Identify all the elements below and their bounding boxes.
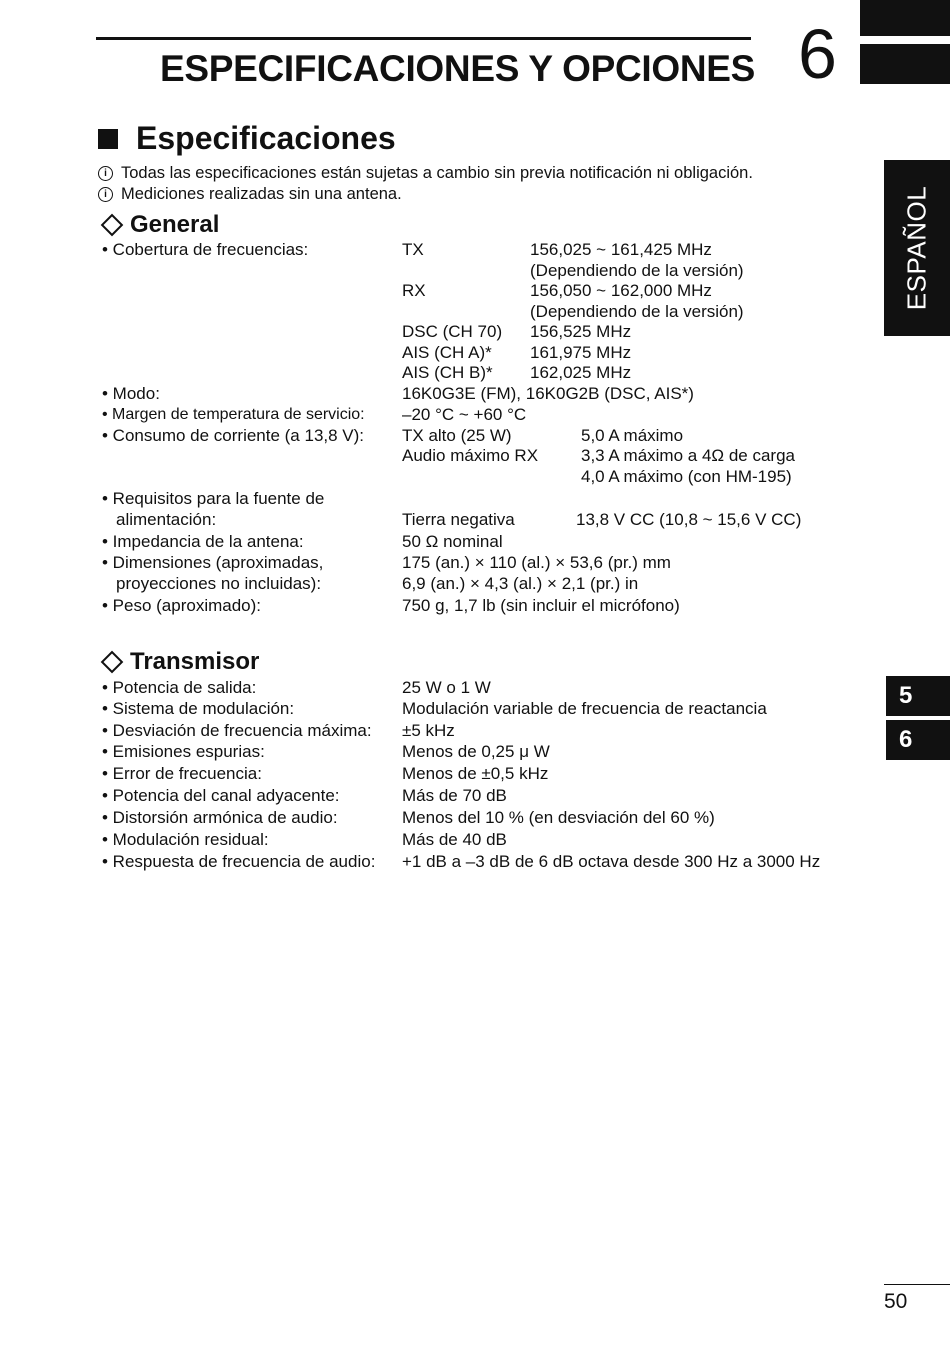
spec-value: Menos de 0,25 μ W (402, 742, 550, 761)
spec-value: –20 °C ~ +60 °C (402, 405, 527, 424)
spec-value: 3,3 A máximo a 4Ω de carga (581, 446, 795, 465)
section-title (98, 120, 396, 157)
spec-value: 6,9 (an.) × 4,3 (al.) × 2,1 (pr.) in (402, 574, 639, 593)
spec-label: • Dimensiones (aproximadas, (102, 553, 324, 572)
spec-label: • Requisitos para la fuente de (102, 489, 325, 508)
info-icon: i (98, 187, 113, 202)
spec-label: alimentación: (116, 510, 217, 529)
spec-label: • Margen de temperatura de servicio: (102, 406, 365, 423)
note-2 (98, 185, 402, 204)
footer-rule (884, 1284, 950, 1285)
chapter-tab-top (860, 0, 950, 36)
note-text: Mediciones realizadas sin una antena. (121, 185, 402, 203)
spec-value: Modulación variable de frecuencia de reactancia (402, 699, 767, 718)
section-tab-6: 6 (886, 720, 950, 760)
spec-label: • Consumo de corriente (a 13,8 V): (102, 426, 365, 445)
chapter-tab-mid (860, 44, 950, 84)
spec-condition: Tierra negativa (402, 510, 515, 529)
spec-label: • Cobertura de frecuencias: (102, 240, 309, 259)
spec-label: • Modulación residual: (102, 830, 269, 849)
spec-condition: Audio máximo RX (402, 446, 539, 465)
square-bullet-icon (98, 129, 118, 149)
spec-label: • Potencia de salida: (102, 678, 257, 697)
spec-value: Menos de ±0,5 kHz (402, 764, 549, 783)
spec-value: Más de 70 dB (402, 786, 507, 805)
transmitter-heading-text: Transmisor (130, 648, 260, 675)
spec-label: • Distorsión armónica de audio: (102, 808, 338, 827)
spec-value: 156,525 MHz (530, 322, 632, 341)
spec-value: (Dependiendo de la versión) (530, 302, 744, 321)
section-tab-5: 5 (886, 676, 950, 716)
spec-condition: TX alto (25 W) (402, 426, 512, 445)
spec-label: • Error de frecuencia: (102, 764, 262, 783)
spec-value: 50 Ω nominal (402, 532, 503, 551)
language-tab (884, 160, 950, 336)
spec-value: 4,0 A máximo (con HM-195) (581, 467, 792, 486)
spec-value: Menos del 10 % (en desviación del 60 %) (402, 808, 715, 827)
info-icon: i (98, 166, 113, 181)
spec-label: proyecciones no incluidas): (116, 574, 322, 593)
spec-label: • Peso (aproximado): (102, 596, 262, 615)
spec-value: 25 W o 1 W (402, 678, 491, 697)
note-text: Todas las especificaciones están sujetas a cambio sin previa notificación ni obligación. (121, 164, 753, 182)
spec-value: 175 (an.) × 110 (al.) × 53,6 (pr.) mm (402, 553, 671, 572)
spec-label: • Impedancia de la antena: (102, 532, 304, 551)
spec-label: • Desviación de frecuencia máxima: (102, 721, 372, 740)
spec-value: 16K0G3E (FM), 16K0G2B (DSC, AIS*) (402, 384, 694, 403)
header-rule (96, 37, 751, 40)
spec-value: 13,8 V CC (10,8 ~ 15,6 V CC) (576, 510, 802, 529)
spec-channel: DSC (CH 70) (402, 322, 503, 341)
spec-label: • Modo: (102, 384, 160, 403)
diamond-bullet-icon (101, 214, 124, 237)
spec-value: +1 dB a –3 dB de 6 dB octava desde 300 Hz a 3000 Hz (402, 852, 821, 871)
spec-label: • Emisiones espurias: (102, 742, 265, 761)
section-title-text: Especificaciones (136, 120, 396, 156)
spec-value: 5,0 A máximo (581, 426, 684, 445)
language-tab-label: ESPAÑOL (901, 185, 932, 311)
spec-value: 161,975 MHz (530, 343, 632, 362)
chapter-title: ESPECIFICACIONES Y OPCIONES (160, 48, 756, 89)
spec-value: 156,050 ~ 162,000 MHz (530, 281, 712, 300)
spec-label: • Potencia del canal adyacente: (102, 786, 340, 805)
spec-value: Más de 40 dB (402, 830, 507, 849)
general-heading-text: General (130, 211, 220, 238)
chapter-number: 6 (798, 15, 837, 93)
spec-value: 750 g, 1,7 lb (sin incluir el micrófono) (402, 596, 680, 615)
spec-channel: AIS (CH A)* (402, 343, 492, 362)
spec-value: 162,025 MHz (530, 363, 632, 382)
diamond-bullet-icon (101, 651, 124, 674)
spec-channel: TX (402, 240, 424, 259)
spec-channel: RX (402, 281, 426, 300)
transmitter-heading (100, 648, 259, 676)
page-number: 50 (884, 1290, 908, 1313)
spec-value: (Dependiendo de la versión) (530, 261, 744, 280)
spec-value: 156,025 ~ 161,425 MHz (530, 240, 712, 259)
spec-channel: AIS (CH B)* (402, 363, 493, 382)
general-heading (100, 211, 219, 239)
note-1 (98, 164, 753, 183)
spec-label: • Sistema de modulación: (102, 699, 295, 718)
spec-label: • Respuesta de frecuencia de audio: (102, 852, 376, 871)
spec-value: ±5 kHz (402, 721, 455, 740)
